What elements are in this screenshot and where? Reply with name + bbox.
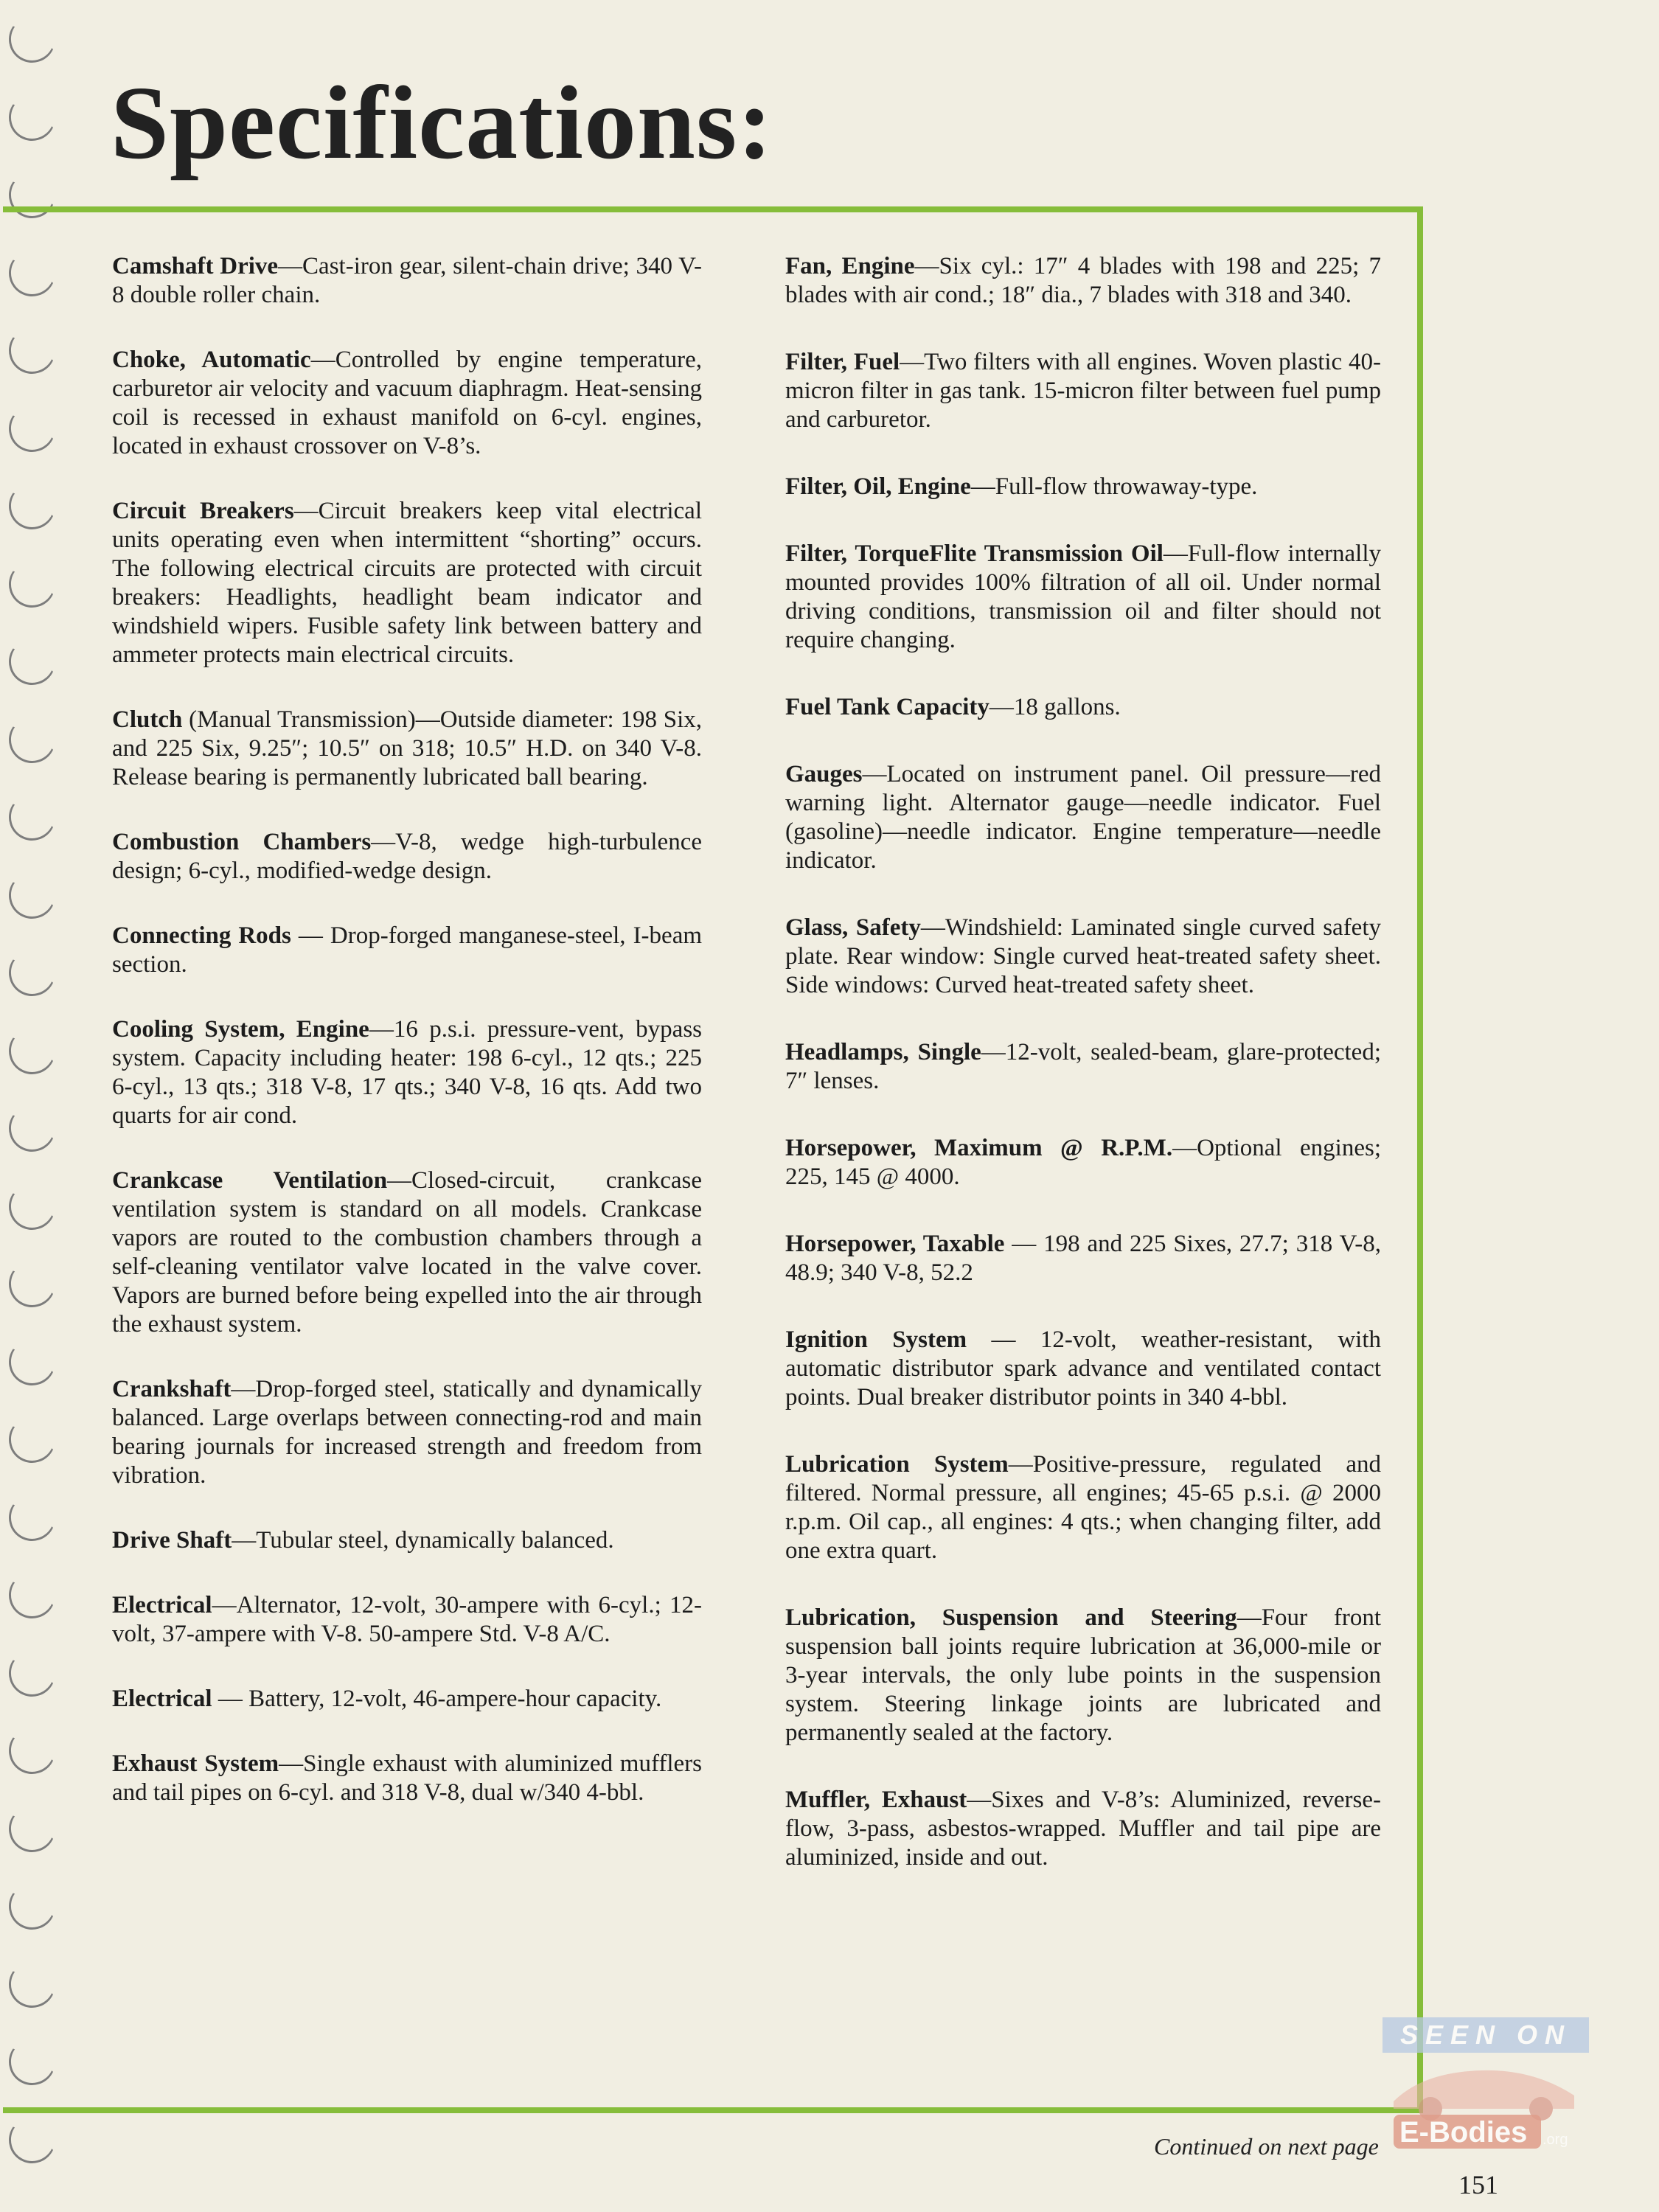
spec-text: —Full-flow throwaway-type. xyxy=(970,473,1258,500)
spec-text: —Four front suspension ball joints require lubrication at 36,000-mile or 3-year intervals, the only lube points in the suspension system. Steering linkage joints are lubricated and permanently sealed at the factory. xyxy=(785,1604,1381,1746)
spec-term: Headlamps, Single xyxy=(785,1039,981,1065)
spec-entry xyxy=(112,1375,702,1490)
spec-term: Filter, TorqueFlite Transmission Oil xyxy=(785,540,1164,567)
spec-text: —V-8, wedge high-turbulence design; 6-cyl., modified-wedge design. xyxy=(112,829,703,884)
spec-term: Lubrication, Suspension and Steering xyxy=(785,1604,1237,1631)
binder-hole-icon xyxy=(4,88,60,145)
spec-text: —Sixes and V-8’s: Aluminized, reverse-flow, 3-pass, asbestos-wrapped. Muffler and tail pipe are aluminized, inside and out. xyxy=(785,1787,1381,1871)
spec-entry xyxy=(112,1591,702,1649)
spec-term: Glass, Safety xyxy=(785,914,921,941)
spec-entry xyxy=(112,252,702,310)
binder-hole-icon xyxy=(4,2111,60,2168)
spec-term: Lubrication System xyxy=(785,1451,1009,1478)
spec-entry xyxy=(785,1604,1381,1747)
spec-text: —Controlled by engine temperature, carburetor air velocity and vacuum diaphragm. Heat-sensing coil is recessed in exhaust manifold on 6-cyl. engines, located in exhaust crossover on V-8’s. xyxy=(112,347,702,459)
spec-entry xyxy=(112,1685,702,1714)
spec-entry xyxy=(112,922,702,979)
page-number: 151 xyxy=(1458,2170,1498,2199)
spec-text: —Circuit breakers keep vital electrical units operating even when intermittent “shorting” occurs. The following electrical circuits are protected with circuit breakers: Headlights, headlight beam indicator and windshield wipers. Fusible safety link between battery and ammeter protects main electrical circuits. xyxy=(112,498,702,668)
watermark-bottom-text: E-Bodies xyxy=(1399,2116,1528,2149)
spec-term: Crankshaft xyxy=(112,1376,232,1402)
spec-term: Filter, Oil, Engine xyxy=(785,473,971,500)
watermark-top-text: SEEN ON xyxy=(1399,2020,1572,2050)
spec-text: —Located on instrument panel. Oil pressure—red warning light. Alternator gauge—needle indicator. Fuel (gasoline)—needle indicator. Engine temperature—needle indicator. xyxy=(785,761,1381,874)
spec-entry xyxy=(785,1326,1381,1412)
spec-term: Camshaft Drive xyxy=(112,253,279,279)
spec-text: —18 gallons. xyxy=(989,694,1121,720)
spec-term: Fuel Tank Capacity xyxy=(785,694,990,720)
spec-entry xyxy=(112,1526,702,1555)
spec-text: —Positive-pressure, regulated and filtered. Normal pressure, all engines; 45-65 p.s.i. @ 2000 r.p.m. Oil cap., all engines: 4 qts.; when changing filter, add one extra quart. xyxy=(785,1451,1381,1564)
spec-entry xyxy=(785,1450,1381,1565)
spec-text: — 12-volt, weather-resistant, with automatic distributor spark advance and ventilated contact points. Dual breaker distributor points in 340 4-bbl. xyxy=(785,1326,1381,1411)
spec-text: — 198 and 225 Sixes, 27.7; 318 V-8, 48.9; 340 V-8, 52.2 xyxy=(785,1231,1381,1286)
watermark-suffix: .org xyxy=(1543,2132,1568,2148)
spec-term: Drive Shaft xyxy=(112,1527,232,1554)
spec-term: Ignition System xyxy=(785,1326,967,1353)
spec-term: Fan, Engine xyxy=(785,253,915,279)
spec-text: —Drop-forged steel, statically and dynamically balanced. Large overlaps between connecting-rod and main bearing journals for increased strength and freedom from vibration. xyxy=(112,1376,702,1489)
spec-entry xyxy=(112,706,702,792)
continued-note: Continued on next page xyxy=(1154,2133,1379,2160)
spec-term: Clutch xyxy=(112,706,183,733)
watermark-logo xyxy=(1379,2013,1593,2153)
spec-entry xyxy=(112,1166,702,1339)
spec-entry xyxy=(112,828,702,886)
spec-text: —12-volt, sealed-beam, glare-protected; 7″ lenses. xyxy=(785,1039,1382,1094)
spec-entry xyxy=(785,1786,1381,1872)
spec-term: Horsepower, Taxable xyxy=(785,1231,1005,1257)
spec-entry xyxy=(785,693,1381,722)
spec-text: —Six cyl.: 17″ 4 blades with 198 and 225; 7 blades with air cond.; 18″ dia., 7 blades with 318 and 340. xyxy=(785,253,1382,308)
spec-term: Electrical xyxy=(112,1686,212,1712)
spec-entry xyxy=(112,1015,702,1130)
spec-text: (Manual Transmission)—Outside diameter: 198 Six, and 225 Six, 9.25″; 10.5″ on 318; 10.5″ H.D. on 340 V-8. Release bearing is permanently lubricated ball bearing. xyxy=(112,706,702,790)
spec-term: Filter, Fuel xyxy=(785,349,900,375)
left-column xyxy=(112,252,702,1807)
binder-hole-icon xyxy=(4,11,60,68)
spec-term: Exhaust System xyxy=(112,1750,279,1777)
spec-entry xyxy=(785,760,1381,875)
spec-entry xyxy=(112,346,702,461)
spec-entry xyxy=(785,348,1381,434)
spec-entry xyxy=(785,1038,1381,1096)
spec-term: Combustion Chambers xyxy=(112,829,372,855)
right-column xyxy=(785,252,1381,1872)
spec-text: —Tubular steel, dynamically balanced. xyxy=(232,1527,614,1554)
spec-entry xyxy=(785,1230,1381,1287)
spec-entry xyxy=(112,1750,702,1807)
car-logo-icon xyxy=(1394,2070,1574,2121)
spec-term: Circuit Breakers xyxy=(112,498,294,524)
spec-entry xyxy=(785,252,1381,310)
spec-text: — Battery, 12-volt, 46-ampere-hour capacity. xyxy=(212,1686,662,1712)
spec-entry xyxy=(785,540,1381,655)
spec-term: Horsepower, Maximum @ R.P.M. xyxy=(785,1135,1173,1161)
spec-text: —Alternator, 12-volt, 30-ampere with 6-cyl.; 12-volt, 37-ampere with V-8. 50-ampere Std. V-8 A/C. xyxy=(112,1592,702,1647)
spec-term: Choke, Automatic xyxy=(112,347,311,373)
spec-text: —Two filters with all engines. Woven plastic 40-micron filter in gas tank. 15-micron filter between fuel pump and carburetor. xyxy=(785,349,1381,433)
spec-entry xyxy=(785,914,1381,1000)
page-title: Specifications: xyxy=(111,64,773,181)
spec-text: — Drop-forged manganese-steel, I-beam section. xyxy=(112,922,703,978)
spec-entry xyxy=(112,497,702,669)
spec-text: —Closed-circuit, crankcase ventilation system is standard on all models. Crankcase vapors are routed to the combustion chambers through a self-cleaning ventilator valve located in the valve cover. Vapors are burned before being expelled into the air through the exhaust system. xyxy=(112,1167,702,1338)
spec-text: —16 p.s.i. pressure-vent, bypass system. Capacity including heater: 198 6-cyl., 12 qts.; 225 6-cyl., 13 qts.; 318 V-8, 17 qts.; 340 V-8, 16 qts. Add two quarts for air cond. xyxy=(112,1016,703,1129)
spec-text: —Optional engines; 225, 145 @ 4000. xyxy=(785,1135,1381,1190)
spec-term: Gauges xyxy=(785,761,863,787)
spec-term: Muffler, Exhaust xyxy=(785,1787,967,1813)
spec-text: —Single exhaust with aluminized mufflers and tail pipes on 6-cyl. and 318 V-8, dual w/340 4-bbl. xyxy=(112,1750,702,1806)
spec-entry xyxy=(785,473,1381,501)
spec-term: Electrical xyxy=(112,1592,212,1618)
spec-text: —Cast-iron gear, silent-chain drive; 340 V-8 double roller chain. xyxy=(112,253,702,308)
spec-term: Cooling System, Engine xyxy=(112,1016,369,1043)
spec-term: Crankcase Ventilation xyxy=(112,1167,388,1194)
spec-text: —Windshield: Laminated single curved safety plate. Rear window: Single curved heat-treated safety sheet. Side windows: Curved heat-treated safety sheet. xyxy=(785,914,1382,998)
spec-text: —Full-flow internally mounted provides 100% filtration of all oil. Under normal driving conditions, transmission oil and filter should not require changing. xyxy=(785,540,1381,653)
spec-entry xyxy=(785,1134,1381,1192)
spec-term: Connecting Rods xyxy=(112,922,291,949)
